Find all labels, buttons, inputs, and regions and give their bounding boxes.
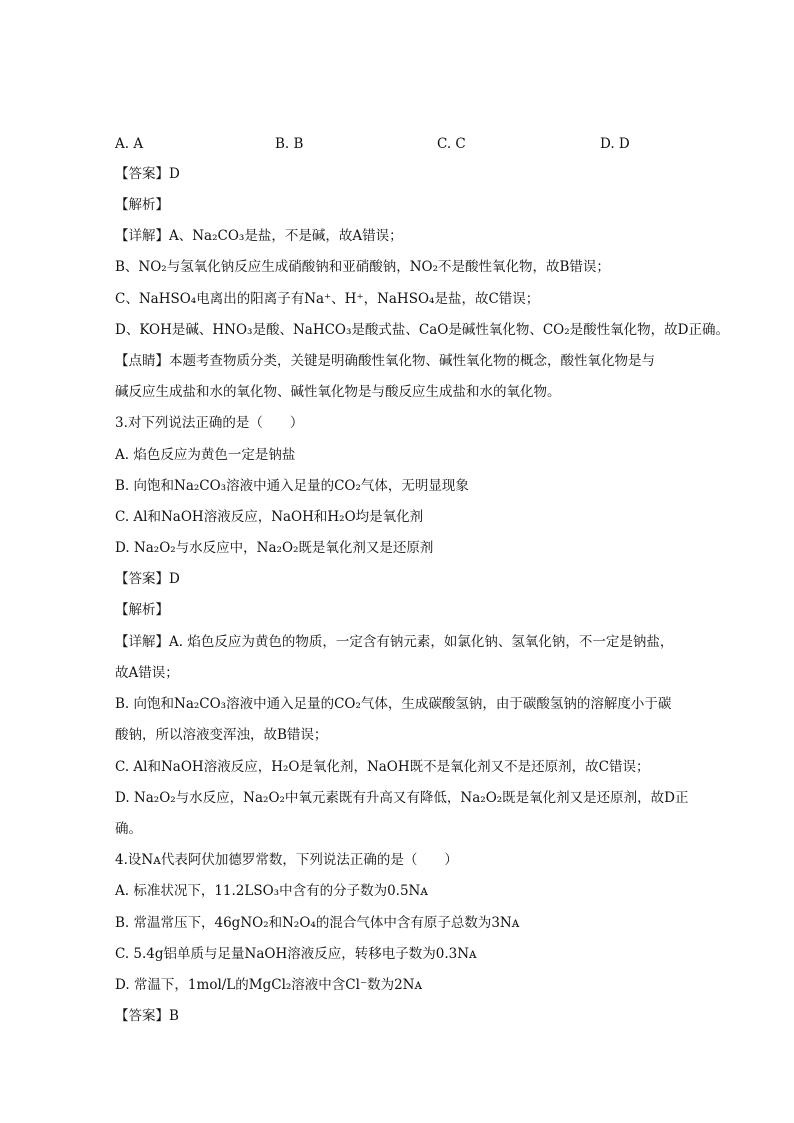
q3-detail-d-line-1: D. Na₂O₂与水反应，Na₂O₂中氧元素既有升高又有降低，Na₂O₂既是氧化剂又是还原剂，故D正	[115, 790, 689, 806]
q2-analysis-heading: 【解析】	[115, 197, 169, 213]
q2-detail-b: B、NO₂与氢氧化钠反应生成硝酸钠和亚硝酸钠，NO₂不是酸性氧化物，故B错误；	[115, 259, 610, 275]
q3-answer: 【答案】D	[115, 571, 180, 587]
q3-detail-a-line-1: 【详解】A. 焰色反应为黄色的物质，一定含有钠元素，如氯化钠、氢氧化钠，不一定是钠盐，	[115, 634, 674, 650]
q2-point-line-1: 【点睛】本题考查物质分类，关键是明确酸性氧化物、碱性氧化物的概念，酸性氧化物是与	[115, 353, 655, 369]
q3-analysis-heading: 【解析】	[115, 602, 169, 618]
q4-question: 4.设Nᴀ代表阿伏加德罗常数，下列说法正确的是（ ）	[115, 852, 458, 868]
q2-detail-a: 【详解】A、Na₂CO₃是盐，不是碱，故A错误；	[115, 228, 403, 244]
q3-detail-b-line-2: 酸钠，所以溶液变浑浊，故B错误；	[115, 727, 328, 743]
q2-detail-c: C、NaHSO₄电离出的阳离子有Na⁺、H⁺，NaHSO₄是盐，故C错误；	[115, 291, 540, 307]
option-c: C. C	[437, 136, 466, 152]
q2-detail-d: D、KOH是碱、HNO₃是酸、NaHCO₃是酸式盐、CaO是碱性氧化物、CO₂是酸性氧化物，故D正确。	[115, 322, 729, 338]
q2-answer: 【答案】D	[115, 166, 180, 182]
q2-point-line-2: 碱反应生成盐和水的氧化物、碱性氧化物是与酸反应生成盐和水的氧化物。	[115, 384, 561, 400]
q3-detail-a-line-2: 故A错误；	[115, 665, 179, 681]
q4-option-b: B. 常温常压下，46gNO₂和N₂O₄的混合气体中含有原子总数为3Nᴀ	[115, 915, 520, 931]
option-b: B. B	[275, 136, 304, 152]
q4-option-c: C. 5.4g铝单质与足量NaOH溶液反应，转移电子数为0.3Nᴀ	[115, 946, 477, 962]
q3-detail-d-line-2: 确。	[115, 821, 142, 837]
q3-option-d: D. Na₂O₂与水反应中，Na₂O₂既是氧化剂又是还原剂	[115, 540, 434, 556]
option-d: D. D	[600, 136, 630, 152]
q3-detail-b-line-1: B. 向饱和Na₂CO₃溶液中通入足量的CO₂气体，生成碳酸氢钠，由于碳酸氢钠的溶解度小于碳	[115, 696, 672, 712]
q4-option-a: A. 标准状况下，11.2LSO₃中含有的分子数为0.5Nᴀ	[115, 883, 428, 899]
q3-option-c: C. Al和NaOH溶液反应，NaOH和H₂O均是氧化剂	[115, 509, 424, 525]
option-a: A. A	[115, 136, 144, 152]
q3-question: 3.对下列说法正确的是（ ）	[115, 415, 304, 431]
q3-detail-c: C. Al和NaOH溶液反应，H₂O是氧化剂，NaOH既不是氧化剂又不是还原剂，故C错误；	[115, 759, 650, 775]
q3-option-b: B. 向饱和Na₂CO₃溶液中通入足量的CO₂气体，无明显现象	[115, 478, 469, 494]
q4-option-d: D. 常温下，1mol/L的MgCl₂溶液中含Cl⁻数为2Nᴀ	[115, 977, 423, 993]
q3-option-a: A. 焰色反应为黄色一定是钠盐	[115, 447, 296, 463]
q4-answer: 【答案】B	[115, 1008, 179, 1024]
